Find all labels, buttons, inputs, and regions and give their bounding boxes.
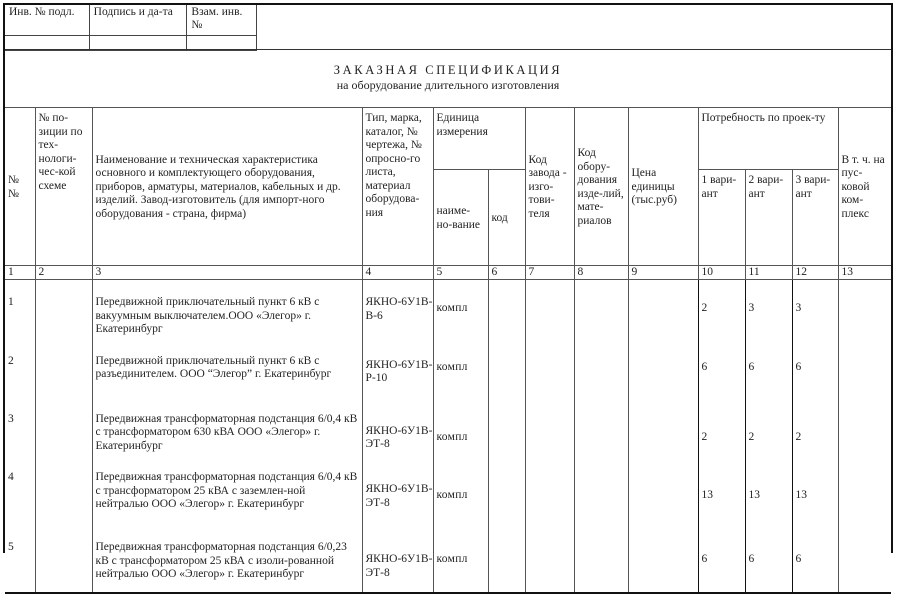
- row-variant-2: 3: [745, 280, 792, 339]
- row-equipment-code: [574, 455, 628, 525]
- stamp-signature-date-label: Подпись и да-та: [89, 5, 187, 36]
- row-name: Передвижной приключательный пункт 6 кВ с вакуумным выключателем.ООО «Элегор» г. Екатеринбург: [92, 280, 362, 339]
- row-unit-name: компл: [433, 455, 488, 525]
- column-number: 4: [362, 266, 433, 280]
- column-number: 8: [574, 266, 628, 280]
- specification-page: [3, 3, 893, 580]
- row-variant-1: 2: [698, 280, 745, 339]
- column-number: 7: [525, 266, 574, 280]
- row-position: [35, 339, 92, 397]
- table-row: [5, 280, 891, 339]
- table-row: [5, 525, 891, 593]
- row-variant-3: 6: [792, 525, 838, 593]
- column-number: 11: [745, 266, 792, 280]
- row-unit-price: [628, 525, 698, 593]
- header-variant-2: 2 вари-ант: [745, 170, 792, 266]
- row-variant-1: 13: [698, 455, 745, 525]
- row-startup-complex: [838, 280, 891, 339]
- header-unit-price: Цена единицы (тыс.руб): [628, 108, 698, 266]
- column-number: 6: [488, 266, 525, 280]
- table-row: [5, 339, 891, 397]
- column-number: 1: [5, 266, 35, 280]
- row-unit-code: [488, 397, 525, 456]
- header-variant-3: 3 вари-ант: [792, 170, 838, 266]
- table-row: [5, 397, 891, 456]
- row-equipment-code: [574, 525, 628, 593]
- row-number: 4: [5, 455, 35, 525]
- header-startup-complex: В т. ч. на пус-ковой ком-плекс: [838, 108, 891, 266]
- specification-table: [5, 107, 891, 594]
- row-position: [35, 525, 92, 593]
- document-title: [5, 63, 891, 92]
- row-factory-code: [525, 455, 574, 525]
- row-startup-complex: [838, 455, 891, 525]
- row-variant-2: 6: [745, 339, 792, 397]
- row-position: [35, 397, 92, 456]
- row-type: ЯКНО-6У1В-ЭТ-8: [362, 525, 433, 593]
- row-unit-name: компл: [433, 397, 488, 456]
- header-name: Наименование и техническая характеристика основного и комплектующего оборудования, приборов, арматуры, материалов, кабельных и др. изделий. Завод-изготовитель (для импорт-ного оборудования - страна, фирма): [92, 108, 362, 266]
- row-type: ЯКНО-6У1В-ЭТ-8: [362, 397, 433, 456]
- column-number: 9: [628, 266, 698, 280]
- row-factory-code: [525, 525, 574, 593]
- header-unit-name: наиме-но-вание: [433, 170, 488, 266]
- row-equipment-code: [574, 397, 628, 456]
- row-unit-code: [488, 339, 525, 397]
- row-equipment-code: [574, 339, 628, 397]
- row-equipment-code: [574, 280, 628, 339]
- row-factory-code: [525, 397, 574, 456]
- row-unit-code: [488, 525, 525, 593]
- title-main: ЗАКАЗНАЯ СПЕЦИФИКАЦИЯ: [333, 63, 563, 77]
- row-unit-code: [488, 280, 525, 339]
- row-variant-2: 2: [745, 397, 792, 456]
- header-need-group: Потребность по проек-ту: [698, 108, 838, 170]
- row-factory-code: [525, 280, 574, 339]
- row-name: Передвижная трансформаторная подстанция 6/0,4 кВ с трансформатором 25 кВА с заземлен-ной нейтралью ООО «Элегор» г. Екатеринбург: [92, 455, 362, 525]
- row-variant-2: 13: [745, 455, 792, 525]
- column-number: 5: [433, 266, 488, 280]
- row-unit-price: [628, 280, 698, 339]
- column-numbers-row: [5, 266, 891, 280]
- header-unit-code: код: [488, 170, 525, 266]
- stamp-vzam-inv-label: Взам. инв. №: [187, 5, 257, 36]
- row-startup-complex: [838, 525, 891, 593]
- row-name: Передвижной приключательный пункт 6 кВ с разъединителем. ООО “Элегор” г. Екатеринбург: [92, 339, 362, 397]
- row-variant-3: 6: [792, 339, 838, 397]
- header-type: Тип, марка, каталог, № чертежа, № опросно-го листа, материал оборудова-ния: [362, 108, 433, 266]
- table-row: [5, 455, 891, 525]
- row-factory-code: [525, 339, 574, 397]
- row-unit-code: [488, 455, 525, 525]
- header-position: № по-зиции по тех-нологи-чес-кой схеме: [35, 108, 92, 266]
- row-type: ЯКНО-6У1В-В-6: [362, 280, 433, 339]
- row-unit-price: [628, 397, 698, 456]
- row-variant-1: 2: [698, 397, 745, 456]
- row-type: ЯКНО-6У1В-Р-10: [362, 339, 433, 397]
- row-variant-3: 13: [792, 455, 838, 525]
- row-name: Передвижная трансформаторная подстанция 6/0,23 кВ с трансформатором 25 кВА с изоли-рованной нейтралью ООО «Элегор» г. Екатеринбург: [92, 525, 362, 593]
- column-number: 10: [698, 266, 745, 280]
- header-factory-code: Код завода - изго-тови-теля: [525, 108, 574, 266]
- stamp-inv-podl-label: Инв. № подл.: [5, 5, 89, 36]
- header-unit-group: Единица измерения: [433, 108, 525, 170]
- row-unit-name: компл: [433, 280, 488, 339]
- row-number: 1: [5, 280, 35, 339]
- row-unit-name: компл: [433, 525, 488, 593]
- row-type: ЯКНО-6У1В-ЭТ-8: [362, 455, 433, 525]
- row-startup-complex: [838, 339, 891, 397]
- row-unit-name: компл: [433, 339, 488, 397]
- row-unit-price: [628, 339, 698, 397]
- row-variant-3: 2: [792, 397, 838, 456]
- title-sub: на оборудование длительного изготовления: [336, 78, 560, 92]
- header-number: № №: [5, 108, 35, 266]
- stamp-divider: [5, 49, 891, 50]
- header-variant-1: 1 вари-ант: [698, 170, 745, 266]
- row-unit-price: [628, 455, 698, 525]
- row-number: 5: [5, 525, 35, 593]
- row-number: 3: [5, 397, 35, 456]
- stamp-block: [5, 5, 257, 49]
- row-variant-1: 6: [698, 525, 745, 593]
- column-number: 12: [792, 266, 838, 280]
- column-number: 2: [35, 266, 92, 280]
- header-equipment-code: Код обору-дования изде-лий, мате-риалов: [574, 108, 628, 266]
- row-position: [35, 455, 92, 525]
- row-number: 2: [5, 339, 35, 397]
- column-number: 13: [838, 266, 891, 280]
- column-number: 3: [92, 266, 362, 280]
- row-variant-1: 6: [698, 339, 745, 397]
- row-variant-3: 3: [792, 280, 838, 339]
- row-startup-complex: [838, 397, 891, 456]
- row-position: [35, 280, 92, 339]
- row-name: Передвижная трансформаторная подстанция 6/0,4 кВ с трансформатором 630 кВА ООО «Элегор» г. Екатеринбург: [92, 397, 362, 456]
- row-variant-2: 6: [745, 525, 792, 593]
